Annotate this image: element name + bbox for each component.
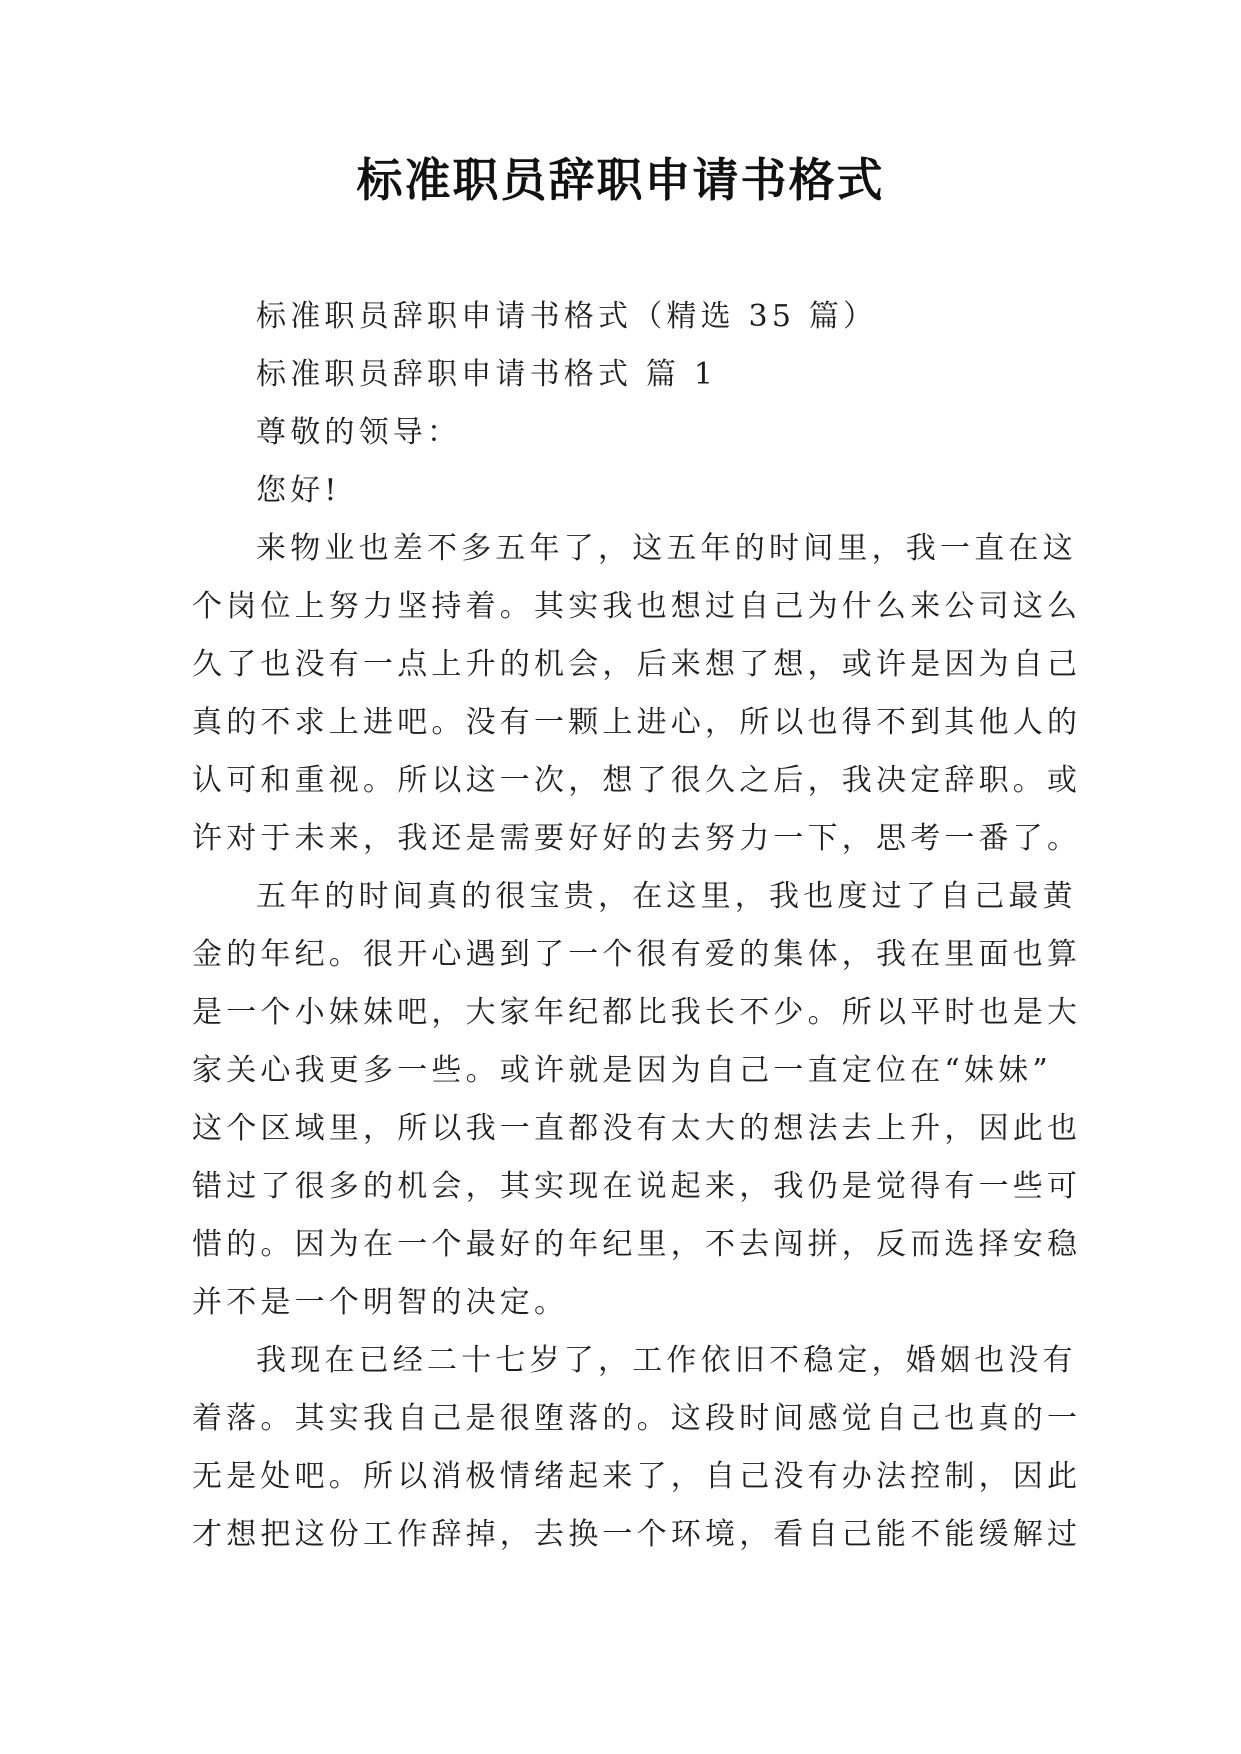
text-line: 惜的。因为在一个最好的年纪里，不去闯拼，反而选择安稳: [192, 1227, 1082, 1262]
text-line: 着落。其实我自己是很堕落的。这段时间感觉自己也真的一: [192, 1401, 1082, 1436]
document-body: [192, 288, 1082, 1564]
text-line: 尊敬的领导：: [256, 415, 462, 450]
text-line: 这个区域里，所以我一直都没有太大的想法去上升，因此也: [192, 1111, 1082, 1146]
text-line: 金的年纪。很开心遇到了一个很有爱的集体，我在里面也算: [192, 937, 1082, 972]
text-line: 您好!: [256, 473, 341, 508]
text-line: 并不是一个明智的决定。: [192, 1285, 569, 1320]
text-line: 久了也没有一点上升的机会，后来想了想，或许是因为自己: [192, 647, 1082, 682]
text-line: 错过了很多的机会，其实现在说起来，我仍是觉得有一些可: [192, 1169, 1082, 1204]
text-line: 无是处吧。所以消极情绪起来了，自己没有办法控制，因此: [192, 1459, 1082, 1494]
text-line: 标准职员辞职申请书格式（精选 35 篇）: [256, 299, 878, 334]
document-title: 标准职员辞职申请书格式: [356, 153, 885, 207]
text-line: 是一个小妹妹吧，大家年纪都比我长不少。所以平时也是大: [192, 995, 1082, 1030]
text-line: 来物业也差不多五年了，这五年的时间里，我一直在这: [256, 531, 1077, 566]
text-line: 才想把这份工作辞掉，去换一个环境，看自己能不能缓解过: [192, 1517, 1082, 1552]
text-line: 许对于未来，我还是需要好好的去努力一下，思考一番了。: [192, 821, 1082, 856]
text-line: 家关心我更多一些。或许就是因为自己一直定位在“妹妹”: [192, 1053, 1052, 1088]
text-line: 个岗位上努力坚持着。其实我也想过自己为什么来公司这么: [192, 589, 1082, 624]
text-line: 真的不求上进吧。没有一颗上进心，所以也得不到其他人的: [192, 705, 1082, 740]
text-line: 认可和重视。所以这一次，想了很久之后，我决定辞职。或: [192, 763, 1082, 798]
text-line: 标准职员辞职申请书格式 篇 1: [256, 357, 718, 392]
text-line: 我现在已经二十七岁了，工作依旧不稳定，婚姻也没有: [256, 1343, 1077, 1378]
text-line: 五年的时间真的很宝贵，在这里，我也度过了自己最黄: [256, 879, 1077, 914]
